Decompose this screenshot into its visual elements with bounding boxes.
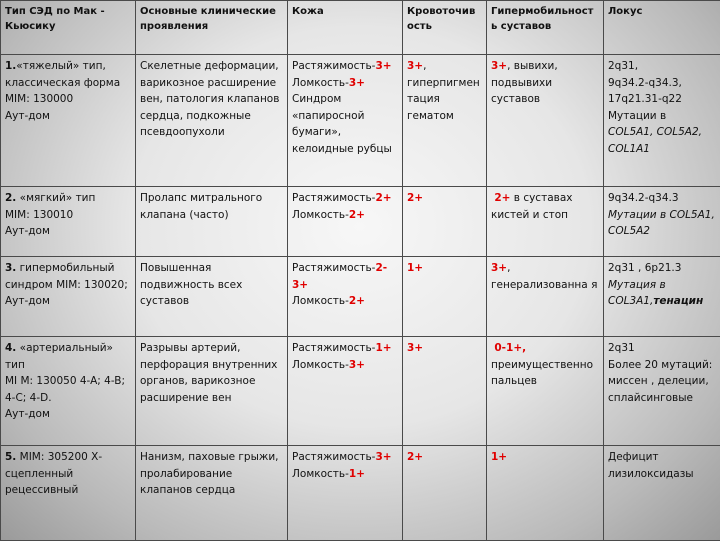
hypermobility-cell <box>487 446 604 541</box>
type-number: 4. <box>5 342 16 354</box>
skin-stretch-label: Растяжимость- <box>292 451 375 463</box>
skin-stretch-label: Растяжимость- <box>292 60 375 72</box>
skin-stretch-value: 3+ <box>375 451 391 463</box>
skin-cell <box>288 446 403 541</box>
header-bleeding: Кровоточив ость <box>403 1 487 55</box>
locus-line: Мутации в <box>608 108 716 125</box>
hypermobility-cell <box>487 257 604 337</box>
hypermobility-value: 2+ <box>494 192 510 204</box>
hypermobility-value: 1+ <box>491 451 507 463</box>
locus-genes: Мутации в COL5A1, COL5A2 <box>608 207 716 240</box>
type-cell <box>1 55 136 187</box>
type-number: 2. <box>5 192 16 204</box>
header-type: Тип СЭД по Мак - Кьюсику <box>1 1 136 55</box>
type-inheritance: Аут-дом <box>5 108 131 125</box>
clinical-cell: Скелетные деформации, варикозное расширение вен, патология клапанов сердца, подкожные псевдоопухоли <box>136 55 288 187</box>
skin-stretch-value: 2- 3+ <box>292 262 387 291</box>
hypermobility-text: , генерализованна я <box>491 262 597 291</box>
type-cell <box>1 257 136 337</box>
locus-line: 17q21.31-q22 <box>608 91 716 108</box>
locus-genes-prefix: Мутация в <box>608 277 716 294</box>
type-mim: MI M: 130050 4-A; 4-B; 4-C; 4-D. <box>5 373 131 406</box>
hypermobility-value: 3+ <box>491 262 507 274</box>
locus-cell <box>604 337 720 446</box>
type-name: MIM: 305200 Х-сцепленный рецессивный <box>5 451 102 496</box>
type-number: 3. <box>5 262 16 274</box>
bleeding-value: 2+ <box>407 192 423 204</box>
skin-fragility-label: Ломкость- <box>292 468 349 480</box>
hypermobility-cell <box>487 55 604 187</box>
table-row <box>1 446 720 541</box>
skin-cell <box>288 187 403 257</box>
bleeding-cell <box>403 187 487 257</box>
locus-line: Более 20 мутаций: миссен , делеции, сплайсинговые <box>608 357 716 407</box>
hypermobility-value: 0-1+, <box>494 342 526 354</box>
skin-stretch-value: 3+ <box>375 60 391 72</box>
skin-fragility-value: 3+ <box>349 359 365 371</box>
type-number: 1. <box>5 60 16 72</box>
skin-extra: Синдром «папиросной бумаги», келоидные рубцы <box>292 91 398 157</box>
clinical-cell: Повышенная подвижность всех суставов <box>136 257 288 337</box>
hypermobility-value: 3+ <box>491 60 507 72</box>
header-skin: Кожа <box>288 1 403 55</box>
locus-genes: COL3A1, <box>608 295 653 307</box>
locus-line: 9q34.2-q34.3, <box>608 75 716 92</box>
locus-line: 2q31, <box>608 58 716 75</box>
hypermobility-cell <box>487 187 604 257</box>
skin-fragility-value: 2+ <box>349 209 365 221</box>
locus-cell <box>604 55 720 187</box>
skin-fragility-value: 3+ <box>349 77 365 89</box>
table-header-row <box>1 1 720 55</box>
skin-fragility-value: 1+ <box>349 468 365 480</box>
table-row <box>1 55 720 187</box>
bleeding-value: 1+ <box>407 262 423 274</box>
type-name: «тяжелый» тип, классическая форма <box>5 60 120 89</box>
bleeding-value: 3+ <box>407 342 423 354</box>
type-name: гипермобильный синдром MIM: 130020; Аут-дом <box>5 262 128 307</box>
locus-cell <box>604 446 720 541</box>
clinical-cell: Нанизм, паховые грыжи, пролабирование клапанов сердца <box>136 446 288 541</box>
locus-line: Дефицит лизилоксидазы <box>608 449 716 482</box>
skin-fragility-value: 2+ <box>349 295 365 307</box>
bleeding-cell <box>403 337 487 446</box>
locus-line: 9q34.2-q34.3 <box>608 190 716 207</box>
type-mim: MIM: 130010 <box>5 207 131 224</box>
locus-line: 2q31 , 6p21.3 <box>608 260 716 277</box>
header-locus: Локус <box>604 1 720 55</box>
skin-cell <box>288 55 403 187</box>
bleeding-cell <box>403 446 487 541</box>
skin-fragility-label: Ломкость- <box>292 295 349 307</box>
bleeding-cell <box>403 257 487 337</box>
skin-stretch-label: Растяжимость- <box>292 342 375 354</box>
table-row <box>1 257 720 337</box>
bleeding-value: 2+ <box>407 451 423 463</box>
table-row <box>1 187 720 257</box>
locus-line: 2q31 <box>608 340 716 357</box>
clinical-cell: Разрывы артерий, перфорация внутренних органов, варикозное расширение вен <box>136 337 288 446</box>
skin-stretch-label: Растяжимость- <box>292 192 375 204</box>
hypermobility-text: , вывихи, подвывихи суставов <box>491 60 558 105</box>
skin-stretch-label: Растяжимость- <box>292 262 375 274</box>
type-inheritance: Аут-дом <box>5 223 131 240</box>
locus-cell <box>604 187 720 257</box>
hypermobility-cell <box>487 337 604 446</box>
skin-fragility-label: Ломкость- <box>292 359 349 371</box>
skin-stretch-value: 1+ <box>375 342 391 354</box>
type-cell <box>1 337 136 446</box>
bleeding-cell <box>403 55 487 187</box>
locus-genes-suffix: тенацин <box>653 295 703 307</box>
header-hypermobility: Гипермобильност ь суставов <box>487 1 604 55</box>
type-name: «мягкий» тип <box>20 192 96 204</box>
skin-cell <box>288 257 403 337</box>
locus-cell <box>604 257 720 337</box>
type-mim: MIM: 130000 <box>5 91 131 108</box>
type-inheritance: Аут-дом <box>5 406 131 423</box>
skin-fragility-label: Ломкость- <box>292 209 349 221</box>
type-number: 5. <box>5 451 16 463</box>
header-clinical: Основные клинические проявления <box>136 1 288 55</box>
hypermobility-text: в суставах кистей и стоп <box>491 192 572 221</box>
hypermobility-text: преимущественно пальцев <box>491 357 599 390</box>
bleeding-text: , гиперпигмен тация гематом <box>407 60 480 122</box>
skin-fragility-label: Ломкость- <box>292 77 349 89</box>
type-cell <box>1 446 136 541</box>
type-cell <box>1 187 136 257</box>
skin-stretch-value: 2+ <box>375 192 391 204</box>
table-row <box>1 337 720 446</box>
locus-genes: COL5A1, COL5A2, COL1A1 <box>608 124 716 157</box>
skin-cell <box>288 337 403 446</box>
type-name: «артериальный» тип <box>5 342 113 371</box>
bleeding-value: 3+ <box>407 60 423 72</box>
clinical-cell: Пролапс митрального клапана (часто) <box>136 187 288 257</box>
